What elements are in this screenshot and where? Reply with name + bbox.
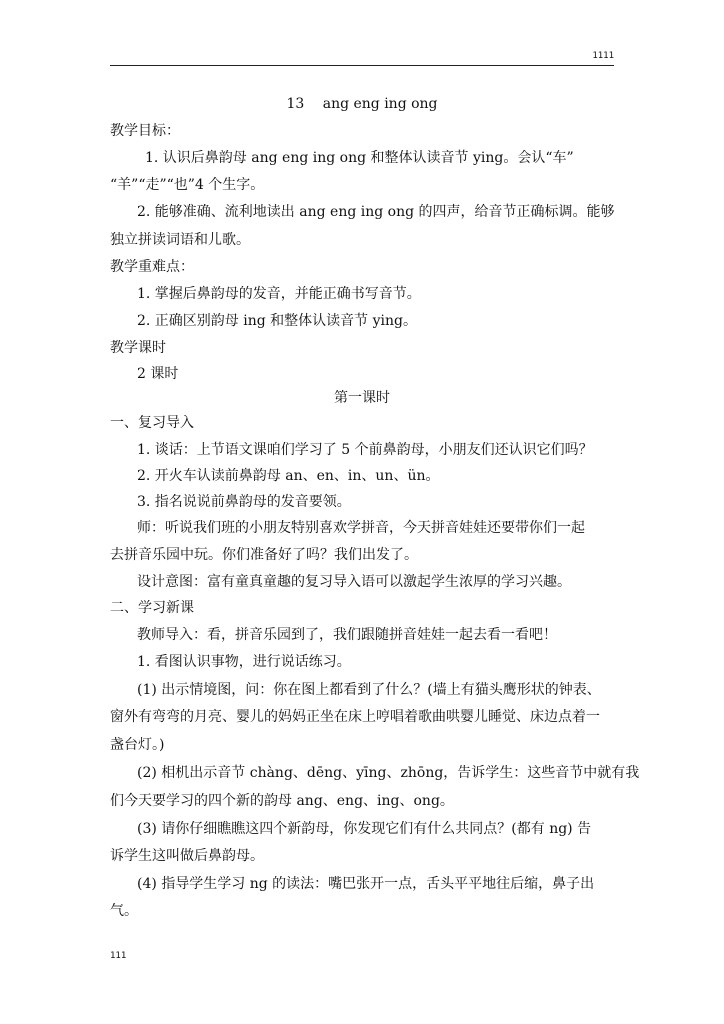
document-title: 13 ang eng ing ong [286, 96, 438, 112]
paragraph-line: (3) 请你仔细瞧瞧这四个新韵母，你发现它们有什么共同点？(都有 ng) 告 [137, 821, 592, 837]
paragraph-line: 2. 正确区别韵母 ing 和整体认读音节 ying。 [137, 313, 417, 329]
paragraph-line: (1) 出示情境图，问：你在图上都看到了什么？(墙上有猫头鹰形状的钟表、 [137, 682, 601, 698]
header-page-label: 1111 [592, 51, 614, 61]
paragraph-line: 3. 指名说说前鼻韵母的发音要领。 [137, 494, 351, 510]
paragraph-line: 设计意图：富有童真童趣的复习导入语可以激起学生浓厚的学习兴趣。 [137, 574, 571, 590]
header-rule [110, 65, 614, 66]
paragraph-line: 1. 谈话：上节语文课咱们学习了 5 个前鼻韵母，小朋友们还认识它们吗？ [137, 442, 593, 458]
paragraph-line: “羊”“走”“也”4 个生字。 [110, 177, 265, 193]
paragraph-line: 1. 认识后鼻韵母 ang eng ing ong 和整体认读音节 ying。会认“车” [145, 150, 574, 166]
subtitle: 第一课时 [334, 390, 390, 406]
paragraph-line: 2. 开火车认读前鼻韵母 an、en、in、un、ün。 [137, 468, 440, 484]
section-heading: 二、学习新课 [110, 600, 194, 616]
paragraph-line: 独立拼读词语和儿歌。 [110, 232, 250, 248]
section-heading: 教学重难点： [110, 259, 194, 275]
paragraph-line: 1. 看图认识事物，进行说话练习。 [137, 654, 351, 670]
paragraph-line: 去拼音乐园中玩。你们准备好了吗？我们出发了。 [110, 547, 418, 563]
paragraph-line: 师：听说我们班的小朋友特别喜欢学拼音，今天拼音娃娃还要带你们一起 [137, 520, 585, 536]
section-heading: 一、复习导入 [110, 415, 194, 431]
footer-page-label: 111 [110, 951, 127, 961]
section-heading: 教学目标： [110, 123, 180, 139]
paragraph-line: 气。 [110, 903, 138, 919]
paragraph-line: (2) 相机出示音节 chàng、dēng、yīng、zhōng，告诉学生：这些音节中就有我 [137, 765, 640, 781]
paragraph-line: 教师导入：看，拼音乐园到了，我们跟随拼音娃娃一起去看一看吧！ [137, 627, 557, 643]
paragraph-line: 2. 能够准确、流利地读出 ang eng ing ong 的四声，给音节正确标调。能够 [137, 204, 615, 220]
paragraph-line: (4) 指导学生学习 ng 的读法：嘴巴张开一点，舌头平平地往后缩，鼻子出 [137, 876, 595, 892]
paragraph-line: 盏台灯。) [110, 737, 165, 753]
paragraph-line: 们今天要学习的四个新的韵母 ang、eng、ing、ong。 [110, 793, 454, 809]
paragraph-line: 窗外有弯弯的月亮、婴儿的妈妈正坐在床上哼唱着歌曲哄婴儿睡觉、床边点着一 [110, 709, 600, 725]
section-heading: 教学课时 [110, 340, 166, 356]
paragraph-line: 诉学生这叫做后鼻韵母。 [110, 848, 264, 864]
paragraph-line: 2 课时 [137, 366, 179, 382]
paragraph-line: 1. 掌握后鼻韵母的发音，并能正确书写音节。 [137, 286, 421, 302]
